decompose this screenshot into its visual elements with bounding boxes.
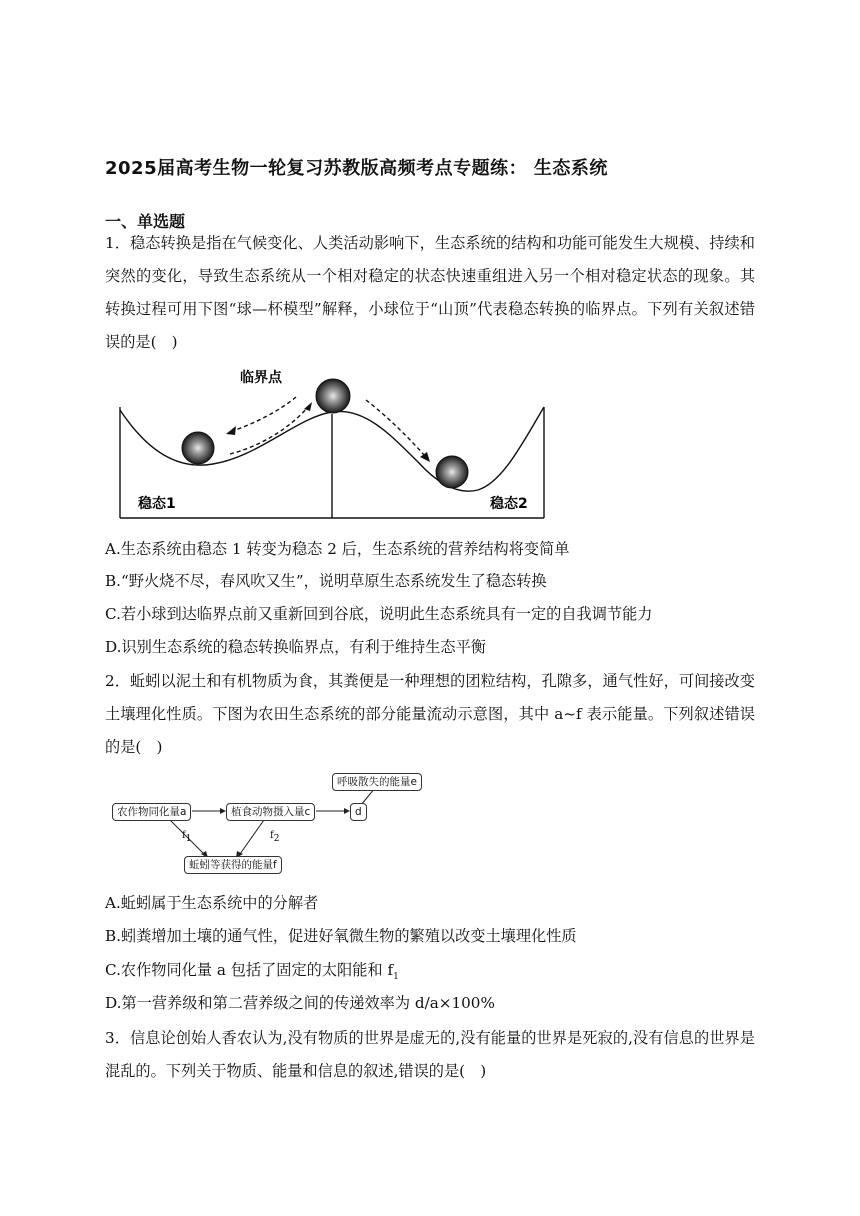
- cup-frame: [120, 407, 544, 518]
- page-title: 2025届高考生物一轮复习苏教版高频考点专题练： 生态系统: [105, 158, 608, 179]
- crop-assimilation-box: 农作物同化量a: [112, 803, 191, 821]
- q1-option-a: A.生态系统由稳态 1 转变为稳态 2 后，生态系统的营养结构将变简单: [105, 540, 570, 558]
- q2-option-d: D.第一营养级和第二营养级之间的传递效率为 d/a×100%: [105, 994, 495, 1012]
- arrow-back-to-state1: [230, 397, 296, 432]
- respiration-loss-box: 呼吸散失的能量e: [332, 773, 422, 791]
- ball-cup-model-figure: [118, 362, 548, 522]
- q1-option-d: D.识别生态系统的稳态转换临界点，有利于维持生态平衡: [105, 638, 486, 656]
- arrow-up-to-critical: [230, 407, 308, 454]
- question-3-stem: 3．信息论创始人香农认为,没有物质的世界是虚无的,没有能量的世界是死寂的,没有信息的世界是混乱的。下列关于物质、能量和信息的叙述,错误的是( ): [105, 1029, 755, 1080]
- ball-right: [436, 456, 468, 488]
- q1-option-b: B.“野火烧不尽，春风吹又生”，说明草原生态系统发生了稳态转换: [105, 572, 547, 590]
- state1-label: 稳态1: [138, 496, 176, 512]
- ball-top: [316, 379, 350, 413]
- section-title: 一、单选题: [105, 212, 186, 231]
- label-f1: $f_1$: [182, 830, 192, 844]
- q1-option-c: C.若小球到达临界点前又重新回到谷底，说明此生态系统具有一定的自我调节能力: [105, 605, 653, 623]
- question-1-stem: 1．稳态转换是指在气候变化、人类活动影响下，生态系统的结构和功能可能发生大规模、持续和突然的变化，导致生态系统从一个相对稳定的状态快速重组进入另一个相对稳定状态的现象。其转换过程可用下图“球—杯模型”解释，小球位于“山顶”代表稳态转换的临界点。下列有关叙述错误的是( ): [105, 234, 755, 351]
- label-f2: $f_2$: [270, 830, 280, 844]
- q2-option-a: A.蚯蚓属于生态系统中的分解者: [105, 894, 319, 912]
- box-d: d: [350, 803, 367, 821]
- energy-flow-figure: [112, 772, 432, 877]
- state2-label: 稳态2: [490, 496, 528, 512]
- q2-option-c: C.农作物同化量 a 包括了固定的太阳能和 $f_1$: [105, 961, 399, 983]
- ball-left: [182, 432, 214, 464]
- question-2-stem: 2．蚯蚓以泥土和有机物质为食，其粪便是一种理想的团粒结构，孔隙多，通气性好，可间接改变土壤理化性质。下图为农田生态系统的部分能量流动示意图，其中 a~f 表示能量。下列叙述错误的是( ): [105, 672, 755, 756]
- earthworm-energy-box: 蚯蚓等获得的能量f: [184, 856, 282, 874]
- critical-point-label: 临界点: [240, 370, 282, 386]
- herbivore-intake-box: 植食动物摄入量c: [226, 803, 315, 821]
- q2-option-b: B.蚓粪增加土壤的通气性，促进好氧微生物的繁殖以改变土壤理化性质: [105, 927, 577, 945]
- arrow-down-to-state2: [366, 400, 426, 457]
